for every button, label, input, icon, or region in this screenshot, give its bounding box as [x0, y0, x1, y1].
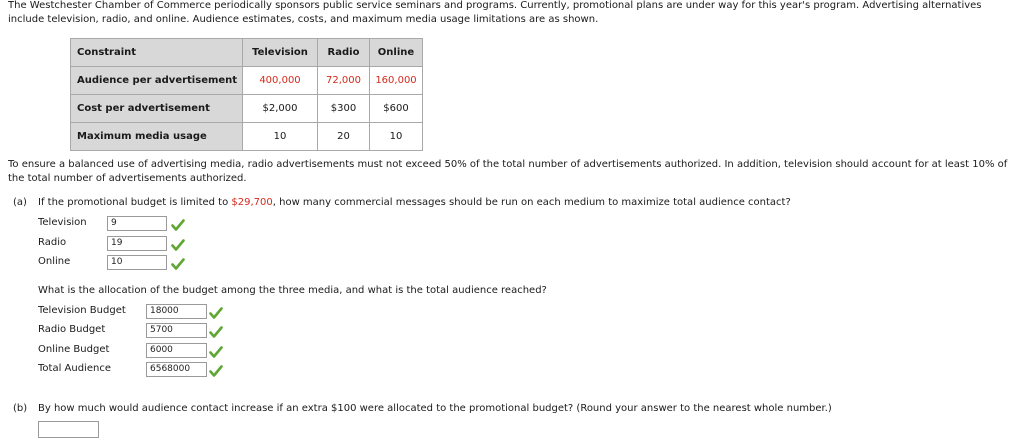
- check-icon: [209, 325, 223, 339]
- radio-label: Radio: [38, 237, 67, 248]
- part-b-question: By how much would audience contact increase if an extra $100 were allocated to the promotional budget? (Round your answer to the nearest whole number.): [38, 403, 832, 414]
- online-budget-input[interactable]: 6000: [146, 343, 207, 358]
- cell-value: 10: [243, 123, 318, 151]
- part-a-question-end: , how many commercial messages should be run on each medium to maximize total audience contact?: [272, 197, 791, 208]
- audience-increase-input[interactable]: [38, 421, 99, 438]
- table-row: [71, 123, 423, 151]
- table-row: [71, 95, 423, 123]
- cell-value: $2,000: [243, 95, 318, 123]
- online-label: Online: [38, 256, 71, 267]
- header-constraint: Constraint: [71, 39, 243, 67]
- balance-text: [8, 158, 1007, 186]
- header-radio: Radio: [318, 39, 370, 67]
- part-a-question: [38, 197, 791, 208]
- check-icon: [171, 238, 185, 252]
- check-icon: [209, 364, 223, 378]
- balance-line-2: the total number of advertisements authorized.: [8, 173, 247, 184]
- intro-text: [8, 0, 982, 27]
- check-icon: [171, 218, 185, 232]
- intro-line-2: include television, radio, and online. Audience estimates, costs, and maximum media usage limitations are as shown.: [8, 14, 599, 25]
- television-label: Television: [38, 217, 87, 228]
- total-audience-input[interactable]: 6568000: [146, 362, 207, 377]
- row-label: Cost per advertisement: [71, 95, 243, 123]
- cell-value: 20: [318, 123, 370, 151]
- television-count-input[interactable]: 9: [107, 216, 167, 231]
- balance-line-1: To ensure a balanced use of advertising media, radio advertisements must not exceed 50% of the total number of advertisements authorized. In addition, television should account for at least 10% of: [8, 159, 1008, 170]
- radio-budget-input[interactable]: 5700: [146, 323, 207, 338]
- television-budget-input[interactable]: 18000: [146, 304, 207, 319]
- online-count-input[interactable]: 10: [107, 255, 167, 270]
- cell-value: 72,000: [318, 67, 370, 95]
- intro-line-1: The Westchester Chamber of Commerce periodically sponsors public service seminars and programs. Currently, promotional plans are under way for this year's program. Advertising alternatives: [8, 0, 982, 11]
- check-icon: [171, 257, 185, 271]
- allocation-question: What is the allocation of the budget among the three media, and what is the total audience reached?: [38, 285, 547, 296]
- cell-value: $600: [370, 95, 423, 123]
- part-a-prefix: (a): [13, 197, 27, 208]
- television-budget-label: Television Budget: [38, 305, 126, 316]
- online-budget-label: Online Budget: [38, 344, 110, 355]
- constraint-table: [70, 38, 423, 151]
- budget-value: $29,700: [231, 197, 273, 208]
- table-header-row: [71, 39, 423, 67]
- header-online: Online: [370, 39, 423, 67]
- check-icon: [209, 306, 223, 320]
- part-b-prefix: (b): [13, 403, 28, 414]
- cell-value: $300: [318, 95, 370, 123]
- cell-value: 400,000: [243, 67, 318, 95]
- table-row: [71, 67, 423, 95]
- part-a-question-start: If the promotional budget is limited to: [38, 197, 232, 208]
- cell-value: 10: [370, 123, 423, 151]
- radio-budget-label: Radio Budget: [38, 324, 106, 335]
- check-icon: [209, 345, 223, 359]
- radio-count-input[interactable]: 19: [107, 236, 167, 251]
- total-audience-label: Total Audience: [38, 363, 111, 374]
- row-label: Maximum media usage: [71, 123, 243, 151]
- row-label: Audience per advertisement: [71, 67, 243, 95]
- cell-value: 160,000: [370, 67, 423, 95]
- header-television: Television: [243, 39, 318, 67]
